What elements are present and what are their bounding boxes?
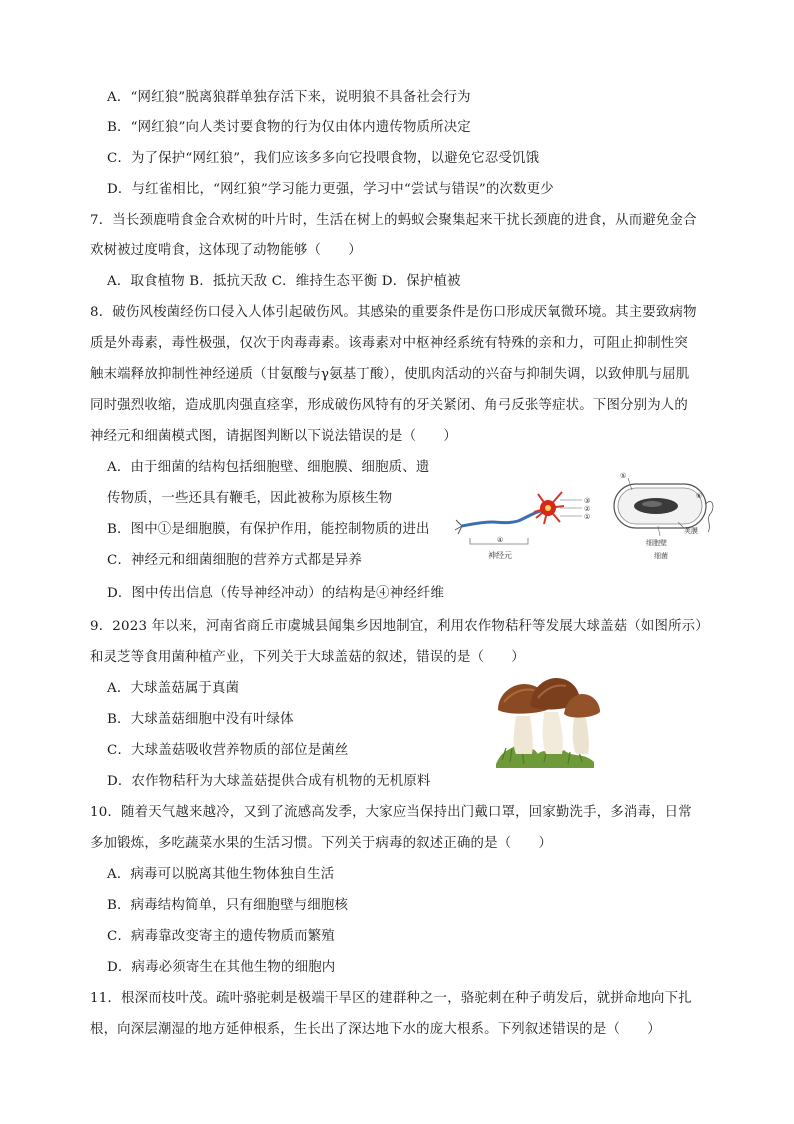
mark-1: ① xyxy=(584,513,591,521)
q10-option-c: C．病毒靠改变寄主的遗传物质而繁殖 xyxy=(107,929,335,944)
q10-option-d: D．病毒必须寄生在其他生物的细胞内 xyxy=(107,960,336,975)
q8-stem-line-4: 同时强烈收缩，造成肌肉强直痉挛，形成破伤风特有的牙关紧闭、角弓反张等症状。下图分别为人的 xyxy=(90,398,688,413)
neuron-mark-4: ④ xyxy=(497,536,504,544)
q6-option-d: D．与红雀相比，“网红狼”学习能力更强，学习中“尝试与错误”的次数更少 xyxy=(107,182,554,197)
q6-option-b: B．“网红狼”向人类讨要食物的行为仅由体内遗传物质所决定 xyxy=(107,120,471,135)
q8-stem-line-3: 触末端释放抑制性神经递质（甘氨酸与γ氨基丁酸），使肌肉活动的兴奋与抑制失调，以致伸肌与屈肌 xyxy=(90,367,690,382)
q8-option-a-line-2: 传物质，一些还具有鞭毛，因此被称为原核生物 xyxy=(107,491,393,506)
bacterium-diagram xyxy=(614,472,713,560)
mushroom-image xyxy=(494,672,604,770)
mark-2: ② xyxy=(584,505,591,513)
q8-stem-line-1: 8．破伤风梭菌经伤口侵入人体引起破伤风。其感染的重要条件是伤口形成厌氧微环境。其主要致病物 xyxy=(90,305,697,320)
q7-options: A．取食植物 B．抵抗天敌 C．维持生态平衡 D．保护植被 xyxy=(107,274,461,289)
q10-option-a: A．病毒可以脱离其他生物体独自生活 xyxy=(107,867,335,882)
q10-stem-line-2: 多加锻炼，多吃蔬菜水果的生活习惯。下列关于病毒的叙述正确的是（ ） xyxy=(90,836,553,851)
q8-option-b: B．图中①是细胞膜，有保护作用，能控制物质的进出 xyxy=(107,522,430,537)
q8-stem-line-2: 质是外毒素，毒性极强，仅次于肉毒毒素。该毒素对中枢神经系统有特殊的亲和力，可阻止抑制性突 xyxy=(90,336,688,351)
q9-option-b: B．大球盖菇细胞中没有叶绿体 xyxy=(107,712,294,727)
q9-stem-line-1: 9．2023 年以来，河南省商丘市虞城县闻集乡因地制宜，利用农作物秸秆等发展大球盖菇（如图所示） xyxy=(90,619,709,634)
q9-option-c: C．大球盖菇吸收营养物质的部位是菌丝 xyxy=(107,743,349,758)
mark-6: ⑥ xyxy=(696,492,703,500)
neuron-bacterium-figure xyxy=(448,466,718,570)
q10-option-b: B．病毒结构简单，只有细胞壁与细胞核 xyxy=(107,898,349,913)
q11-stem-line-2: 根，向深层潮湿的地方延伸根系，生长出了深达地下水的庞大根系。下列叙述错误的是（ ） xyxy=(90,1022,661,1037)
cell-wall-label: 细胞壁 xyxy=(646,539,667,547)
q9-option-d: D．农作物秸秆为大球盖菇提供合成有机物的无机原料 xyxy=(107,774,431,789)
q7-stem-line-2: 欢树被过度啃食，这体现了动物能够（ ） xyxy=(90,243,362,258)
flagellum-label: 荚膜 xyxy=(684,527,698,535)
q6-option-a: A．“网红狼”脱离狼群单独存活下来，说明狼不具备社会行为 xyxy=(107,90,471,105)
bacterium-label: 细菌 xyxy=(654,552,668,560)
q7-stem-line-1: 7．当长颈鹿啃食金合欢树的叶片时，生活在树上的蚂蚁会聚集起来干扰长颈鹿的进食，从而避免金合 xyxy=(90,213,697,228)
neuron-diagram xyxy=(455,492,564,560)
mark-5: ⑤ xyxy=(620,472,627,480)
q8-option-d: D．图中传出信息（传导神经冲动）的结构是④神经纤维 xyxy=(107,586,445,601)
q9-option-a: A．大球盖菇属于真菌 xyxy=(107,681,240,696)
q8-option-c: C．神经元和细菌细胞的营养方式都是异养 xyxy=(107,553,363,568)
q8-stem-line-5: 神经元和细菌模式图，请据图判断以下说法错误的是（ ） xyxy=(90,429,457,444)
q8-option-a-line-1: A．由于细菌的结构包括细胞壁、细胞膜、细胞质、遗 xyxy=(107,460,430,475)
q9-stem-line-2: 和灵芝等食用菌种植产业，下列关于大球盖菇的叙述，错误的是（ ） xyxy=(90,650,525,665)
q6-option-c: C．为了保护“网红狼”，我们应该多多向它投喂食物，以避免它忍受饥饿 xyxy=(107,151,540,166)
neuron-label: 神经元 xyxy=(488,551,512,560)
q11-stem-line-1: 11．根深而枝叶茂。疏叶骆驼刺是极端干旱区的建群种之一，骆驼刺在种子萌发后，就拼命地向下扎 xyxy=(90,991,692,1006)
q10-stem-line-1: 10．随着天气越来越冷，又到了流感高发季，大家应当保持出门戴口罩，回家勤洗手，多消毒，日常 xyxy=(90,805,692,820)
mark-3: ③ xyxy=(584,497,591,505)
